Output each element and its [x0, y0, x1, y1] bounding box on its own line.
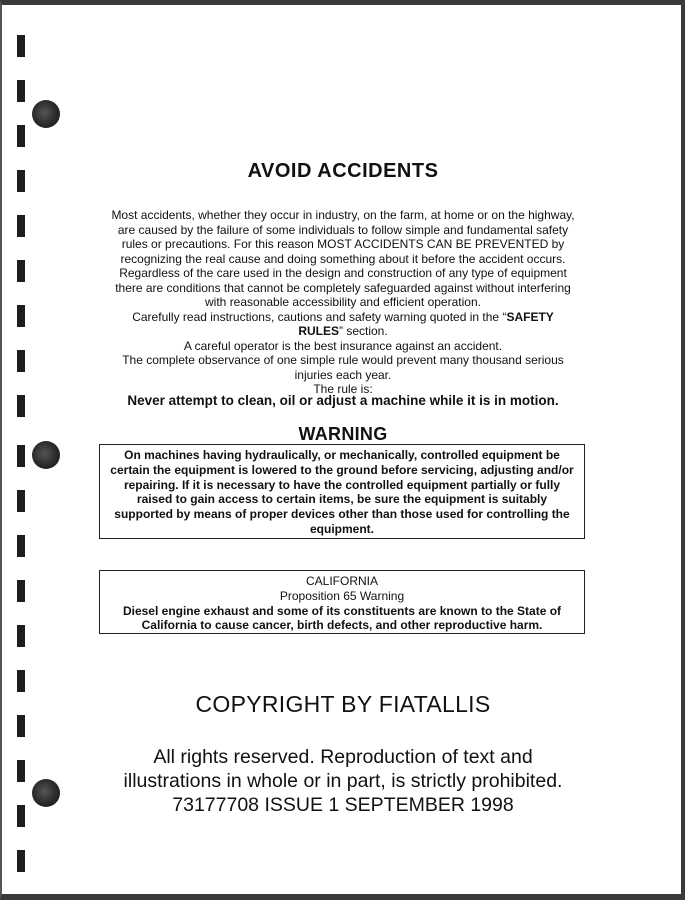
intro-line: Most accidents, whether they occur in industry, on the farm, at home or on the highway, — [111, 208, 575, 222]
punch-hole — [32, 779, 60, 807]
intro-line: Regardless of the care used in the design and construction of any type of equipment — [119, 266, 567, 280]
rule-statement: Never attempt to clean, oil or adjust a machine while it is in motion. — [127, 393, 559, 408]
binder-mark — [17, 625, 25, 647]
binder-mark — [17, 670, 25, 692]
intro-line — [97, 324, 589, 339]
intro-line: rules or precautions. For this reason MOST ACCIDENTS CAN BE PREVENTED by — [121, 237, 565, 251]
binder-mark — [17, 125, 25, 147]
intro-line: recognizing the real cause and doing something about it before the accident occurs. — [120, 251, 566, 266]
warning-heading: WARNING — [298, 424, 388, 444]
intro-line: with reasonable accessibility and efficient operation. — [205, 295, 481, 309]
binder-mark — [17, 490, 25, 512]
binder-mark — [17, 80, 25, 102]
binder-mark — [17, 35, 25, 57]
intro-line — [97, 310, 589, 325]
page-title: AVOID ACCIDENTS — [247, 160, 439, 182]
california-text: Diesel engine exhaust and some of its constituents are known to the State of California to cause cancer, birth defects, and other reproductive harm. — [122, 603, 562, 633]
warning-box — [99, 444, 585, 539]
binder-mark — [17, 170, 25, 192]
binder-mark — [17, 260, 25, 282]
binder-mark — [17, 580, 25, 602]
intro-text: ” section. — [338, 324, 388, 338]
intro-line: The rule is: — [313, 382, 373, 396]
safety-emphasis: SAFETY — [506, 309, 554, 324]
intro-line: are caused by the failure of some individuals to follow simple and fundamental safety — [117, 222, 569, 237]
intro-line: A careful operator is the best insurance against an accident. — [183, 338, 503, 353]
binder-mark — [17, 445, 25, 467]
intro-line: there are conditions that cannot be completely safeguarded against without interfering — [115, 280, 571, 295]
california-box — [99, 570, 585, 634]
rules-emphasis: RULES — [298, 324, 339, 338]
rights-statement — [97, 745, 589, 817]
binder-mark — [17, 760, 25, 782]
copyright-notice: COPYRIGHT BY FIATALLIS — [195, 691, 491, 717]
document-number: 73177708 ISSUE 1 SEPTEMBER 1998 — [172, 794, 514, 816]
binder-mark — [17, 715, 25, 737]
warning-text: On machines having hydraulically, or mechanically, controlled equipment be certain the equipment is lowered to the ground before servicing, adjusting and/or repairing. If it is necessary to have the controlled equipment partially or fully raised to gain access to certain items, be sure the equipment is suitably supported by means of proper devices other than those used for controlling the equipment. — [110, 448, 574, 536]
binder-mark — [17, 215, 25, 237]
intro-paragraph — [97, 208, 589, 397]
binder-mark — [17, 805, 25, 827]
punch-hole — [32, 100, 60, 128]
intro-line: injuries each year. — [294, 367, 392, 382]
binder-mark — [17, 850, 25, 872]
punch-hole — [32, 441, 60, 469]
binder-mark — [17, 350, 25, 372]
intro-line: The complete observance of one simple rule would prevent many thousand serious — [122, 353, 564, 367]
intro-text: Carefully read instructions, cautions and safety warning quoted in the “ — [132, 309, 507, 324]
binder-mark — [17, 395, 25, 417]
rights-line: All rights reserved. Reproduction of text and — [153, 746, 533, 768]
proposition-heading: Proposition 65 Warning — [279, 588, 405, 603]
binder-mark — [17, 535, 25, 557]
binder-mark — [17, 305, 25, 327]
rights-line: illustrations in whole or in part, is strictly prohibited. — [123, 770, 563, 792]
california-heading: CALIFORNIA — [305, 574, 378, 588]
